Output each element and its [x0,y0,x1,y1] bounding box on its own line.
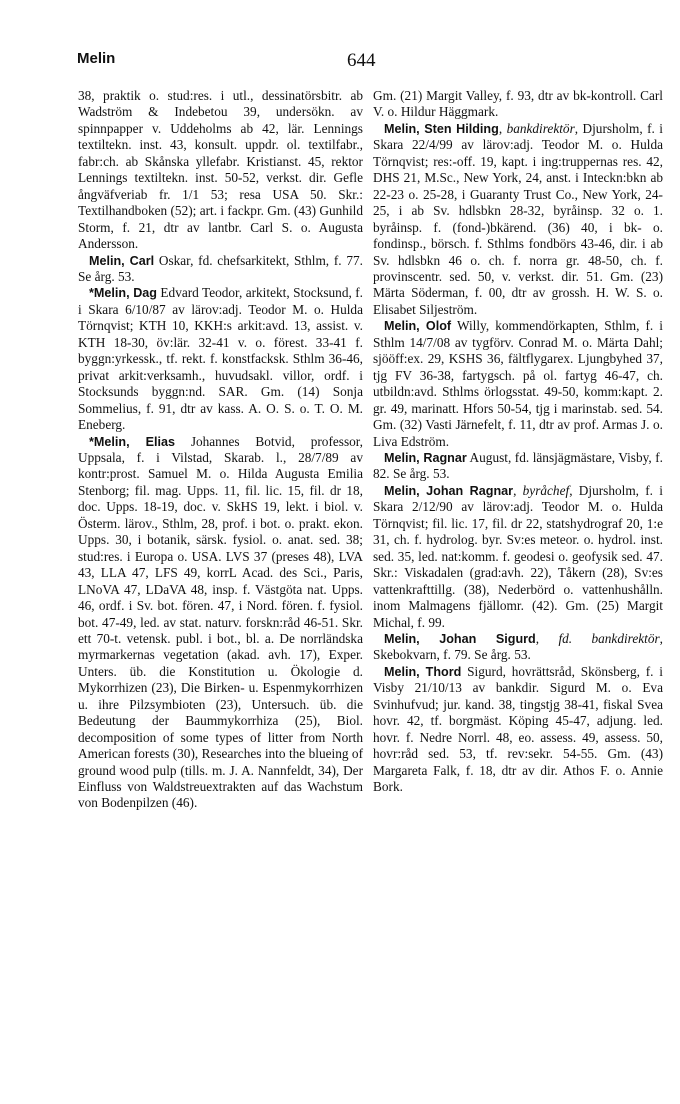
entry-continued [373,88,663,121]
entry-melin-johan-ragnar: Melin, Johan Ragnar, byråchef, Djursholm, f. i Skara 2/12/90 av lärov:adj. Teodor M. o. Hulda Törnqvist; fil. lic. 17, fil. dr 22, statshydrograf 20, 1:e 31, ch. f. hydrolog. byr. Sv:es meteor. o. hydrol. inst. sed. 35, led. nat:komm. f. geodesi o. geofysik sed. 47. Skr.: Viskadalen (grad:avh. 22), Tåkern (28), Sv:es vattenkrafttillg. (38), Nederbörd o. vattenhushålln. inom Malmagens fjällomr. (42). Gm. (25) Margit Michal, f. 99. [373,482,663,630]
entry-melin-elias [78,434,363,812]
entry-text: Gm. (21) Margit Valley, f. 93, dtr av bk-kontroll. Carl V. o. Hildur Häggmark. [373,88,663,120]
page-number: 644 [347,50,376,71]
entry-headword: *Melin, Elias [89,434,175,449]
running-head-name: Melin [77,50,116,67]
entry-melin-johan-sigurd: Melin, Johan Sigurd, fd. bankdirektör, Skebokvarn, f. 79. Se årg. 53. [373,630,663,663]
entry-melin-dag [78,285,363,433]
entry-melin-thord [373,664,663,796]
left-column [78,88,363,812]
entry-text: 38, praktik o. stud:res. i utl., dessinatörsbitr. ab Wadström & Indebetou 39, undersökn. av spinnpapper v. Uddeholms ab 42, lär. Lennings textiltekn. inst. 43, konsult. uppdr. ol. textilfabr., fabr:ch. ab Skånska yllefabr. Kristianst. 45, rektor Lennings textiltekn. inst. 50-52, verkst. dir. Gefle ångväfveriab fr. 1/1 53; resa USA 50. Skr.: Textilhandboken (52); art. i fackpr. Gm. (43) Gunhild Storm, f. 21, dtr av lantbr. Carl S. o. Augusta Andersson. [78,88,363,252]
entry-melin-olof [373,318,663,450]
entry-melin-sten-hilding: Melin, Sten Hilding, bankdirektör, Djursholm, f. i Skara 22/4/99 av lärov:adj. Teodor M. o. Hulda Törnqvist; res:-off. 19, kapt. i ing:truppernas res. 42, DHS 21, M.Sc., New York, 24, anst. i Inteckn:bkn ab 22-23 o. 25-28, i Guaranty Trust Co., New York, 24-25, i ab Sv. hdlsbkn 28-32, byråinsp. 32 o. 1. byråinsp. f. (fond-)bkärend. (36) 40, i bk- o. fondinsp., börsch. f. Sthlms fondbörs 43-46, dir. i ab Sv. hdlsbkn 46 o. ch. f. norra gr. 48-50, ch. f. provinscentr. sed. 50, v. verkst. dir. 51. Gm. (23) Märta Söderman, f. 00, dtr av grossh. H. W. S. o. Elisabet Siljeström. [373,120,663,317]
entry-melin-ragnar-august [373,450,663,483]
entry-text: Skebokvarn, f. 79. Se årg. 53. [373,647,531,663]
entry-text: Sigurd, hovrättsråd, Skönsberg, f. i Visby 21/10/13 av bankdir. Sigurd M. o. Eva Svinhufvud; jur. kand. 38, tingstjg 38-41, fiskal Svea hovr. 42, tf. borgmäst. Köping 45-47, adjung. led. hovr. f. Nedre Norrl. 48, eo. assess. 49, assess. 50, hovr:råd sed. 53, tf. rev:sekr. 54-55. Gm. (43) Margareta Falk, f. 18, dtr av dir. Athos F. o. Annie Bork. [373,663,663,795]
entry-headword: Melin, Carl [89,253,155,268]
entry-text: Djursholm, f. i Skara 2/12/90 av lärov:adj. Teodor M. o. Hulda Törnqvist; fil. lic. 17, fil. dr 22, statshydrograf 20, 1:e 31, ch. f. hydrolog. byr. Sv:es meteor. o. hydrol. inst. sed. 35, led. nat:komm. f. geodesi o. geofysik sed. 47. Skr.: Viskadalen (grad:avh. 22), Tåkern (28), Sv:es vattenkrafttillg. (38), Nederbörd o. vattenhushålln. inom Malmagens fjällomr. (42). Gm. (25) Margit Michal, f. 99. [373,482,663,630]
entry-text: Djursholm, f. i Skara 22/4/99 av lärov:adj. Teodor M. o. Hulda Törnqvist; res:-off. 19, kapt. i ing:truppernas res. 42, DHS 21, M.Sc., New York, 24, anst. i Inteckn:bkn ab 22-23 o. 25-28, i Guaranty Trust Co., New York, 24-25, i ab Sv. hdlsbkn 28-32, byråinsp. 32 o. 1. byråinsp. f. (fond-)bkärend. (36) 40, i bk- o. fondinsp., börsch. f. Sthlms fondbörs 43-46, dir. i ab Sv. hdlsbkn 46 o. ch. f. norra gr. 48-50, ch. f. provinscentr. sed. 50, v. verkst. dir. 51. Gm. (23) Märta Söderman, f. 00, dtr av grossh. H. W. S. o. Elisabet Siljeström. [373,120,663,317]
entry-headword: Melin, Thord [384,664,462,679]
right-column [373,88,663,795]
entry-headword: Melin, Sten Hilding [384,121,499,136]
entry-headword: Melin, Johan Ragnar [384,483,514,498]
entry-title: bankdirektör [506,120,575,136]
entry-text: August, fd. länsjägmästare, Visby, f. 82. Se årg. 53. [373,449,663,482]
entry-title: byråchef [522,482,570,498]
running-head [77,50,617,76]
entry-title: fd. bankdirektör [558,630,660,646]
entry-text: Johannes Botvid, professor, Uppsala, f. i Vilstad, Skarab. l., 28/7/89 av kontr:prost. Samuel M. o. Hilda Augusta Emilia Stenborg; fil. mag. Upps. 11, fil. lic. 15, fil. dr 18, doc. Upps. 18-19, doc. v. SkHS 19, lekt. i biol. v. Österm. lärov., Sthlm, 28, prof. i bot. o. prakt. ekon. Upps. 30, i botanik, särsk. fysiol. o. anat. sed. 38; stud:res. i Europa o. USA. LVS 37 (preses 48), LVA 43, LLA 47, LFS 49, korrL Acad. des Sci., Paris, LNoVA 47, LDaVA 48, insp. f. Västgöta nat. Upps. 46, ordf. i Sv. bot. fören. 47, i Nord. fören. f. fysiol. bot. 47-49, led. av stat. naturv. forskn:råd 46-51. Skr. ett 70-t. vetensk. publ. i bot., bl. a. De norrländska myrmarkernas vegetation (akad. avh. 17), Exper. Unters. üb. die Konstitution u. Ökologie d. Mykorrhizen (23), Die Birken- u. Espenmykorrhizen u. ihre Pilzsymbioten (23), Untersuch. üb. die Bedeutung der Baummykorrhiza (25), Biol. decomposition of some types of litter from North American forests (30), Researches into the blueing of ground wood pulp (tills. m. J. A. Nannfeldt, 34), Der Einfluss von Waldstreuextrakten auf das Wachstum von Bodenpilzen (46). [78,433,363,811]
entry-continued [78,88,363,253]
entry-text: Edvard Teodor, arkitekt, Stocksund, f. i Skara 6/10/87 av lärov:adj. Teodor M. o. Hulda Törnqvist; KTH 10, KKH:s arkit:avd. 13, assist. v. KTH 18-30, öv:lär. 32-41 v. o. förest. 33-41 f. byggn:yrkessk., tf. rekt. f. konstfacksk. Sthlm 36-46, privat arkit:verksamh., huvudsakl. villor, ordf. i Stocksunds byggn:nd. SAR. Gm. (14) Sonja Sommelius, f. 91, dtr av kass. A. O. S. o. T. O. M. Eneberg. [78,285,363,433]
entry-melin-carl [78,253,363,286]
entry-headword: *Melin, Dag [89,286,157,301]
entry-text: Oskar, fd. chefsarkitekt, Sthlm, f. 77. Se årg. 53. [78,252,363,284]
entry-headword: Melin, Ragnar [384,450,467,465]
entry-headword: Melin, Olof [384,319,452,334]
entry-headword: Melin, Johan Sigurd [384,631,536,646]
entry-text: Willy, kommendörkapten, Sthlm, f. i Sthlm 14/7/08 av tygförv. Conrad M. o. Märta Dahl; sjööff:ex. 29, KSHS 36, fältflygarex. Ljungbyhed 37, tjg FV 36-38, fartygsch. på ol. fartyg 46-47, ch. utbildn:avd. Sthlms örlogsstat. 49-50, komm:kapt. 2. gr. 49, marinatt. Hfors 50-54, tjg i marinstab. sed. 54. Gm. (32) Vasti Järnefelt, f. 11, dtr av prof. Armas J. o. Liva Edström. [373,318,663,449]
